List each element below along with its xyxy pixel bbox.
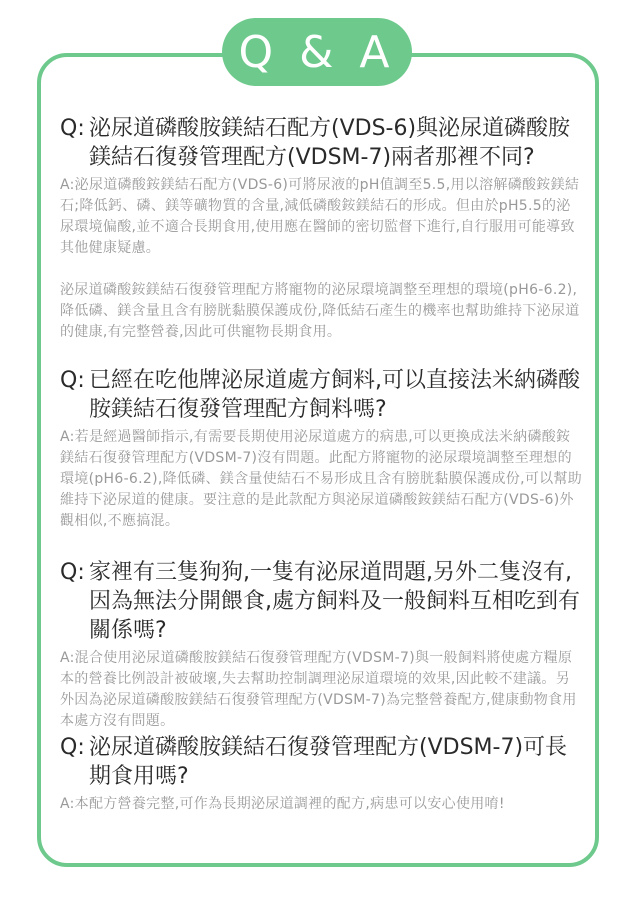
qa-title-badge	[222, 18, 412, 86]
answer-paragraph: A:泌尿道磷酸銨鎂結石配方(VDS-6)可將尿液的pH值調至5.5,用以溶解磷酸銨鎂結石;降低鈣、磷、鎂等礦物質的含量,減低磷酸銨鎂結石的形成。但由於pH5.5的泌尿環境偏酸,並不適合長期食用,使用應在醫師的密切監督下進行,自行服用可能導致其他健康疑慮。	[60, 177, 580, 256]
question-text: 泌尿道磷酸胺鎂結石復發管理配方(VDSM-7)可長期食用嗎?	[89, 735, 568, 789]
answer-paragraph: A:混合使用泌尿道磷酸胺鎂結石復發管理配方(VDSM-7)與一般飼料將使處方糧原本的營養比例設計被破壞,失去幫助控制調理泌尿道環境的效果,因此較不建議。另外因為泌尿道磷酸胺鎂結石復發管理配方(VDSM-7)為完整營養配方,健康動物食用本處方沒有問題。	[60, 650, 577, 729]
question-text: 泌尿道磷酸胺鎂結石配方(VDS-6)與泌尿道磷酸胺鎂結石復發管理配方(VDSM-7)兩者那裡不同?	[89, 116, 571, 170]
question	[60, 366, 584, 424]
question-text: 已經在吃他牌泌尿道處方飼料,可以直接法米納磷酸胺鎂結石復發管理配方飼料嗎?	[89, 368, 580, 422]
q-mark: Q:	[60, 368, 85, 393]
qa-item-2	[60, 366, 584, 532]
question-text: 家裡有三隻狗狗,一隻有泌尿道問題,另外二隻沒有,因為無法分開餵食,處方飼料及一般飼料互相吃到有關係嗎?	[89, 560, 580, 643]
q-mark: Q:	[60, 735, 85, 760]
answer-paragraph: 泌尿道磷酸銨鎂結石復發管理配方將寵物的泌尿環境調整至理想的環境(pH6-6.2),降低磷、鎂含量且含有膀胱黏膜保護成份,降低結石產生的機率也幫助維持下泌尿道的健康,有完整營養,因此可供寵物長期食用。	[60, 282, 580, 340]
q-mark: Q:	[60, 560, 85, 585]
question	[60, 733, 584, 791]
qa-item-3	[60, 558, 584, 732]
answer-paragraph: A:若是經過醫師指示,有需要長期使用泌尿道處方的病患,可以更換成法米納磷酸銨鎂結石復發管理配方(VDSM-7)沒有問題。此配方將寵物的泌尿環境調整至理想的環境(pH6-6.2),降低磷、鎂含量使結石不易形成且含有膀胱黏膜保護成份,可以幫助維持下泌尿道的健康。要注意的是此款配方與泌尿道磷酸銨鎂結石配方(VDS-6)外觀相似,不應搞混。	[60, 429, 583, 529]
qa-title: Q & A	[238, 26, 396, 78]
answer-paragraph: A:本配方營養完整,可作為長期泌尿道調裡的配方,病患可以安心使用唷!	[60, 796, 505, 812]
qa-item-1	[60, 114, 584, 343]
q-mark: Q:	[60, 116, 85, 141]
question	[60, 114, 584, 172]
qa-item-4	[60, 733, 584, 815]
question	[60, 558, 584, 645]
